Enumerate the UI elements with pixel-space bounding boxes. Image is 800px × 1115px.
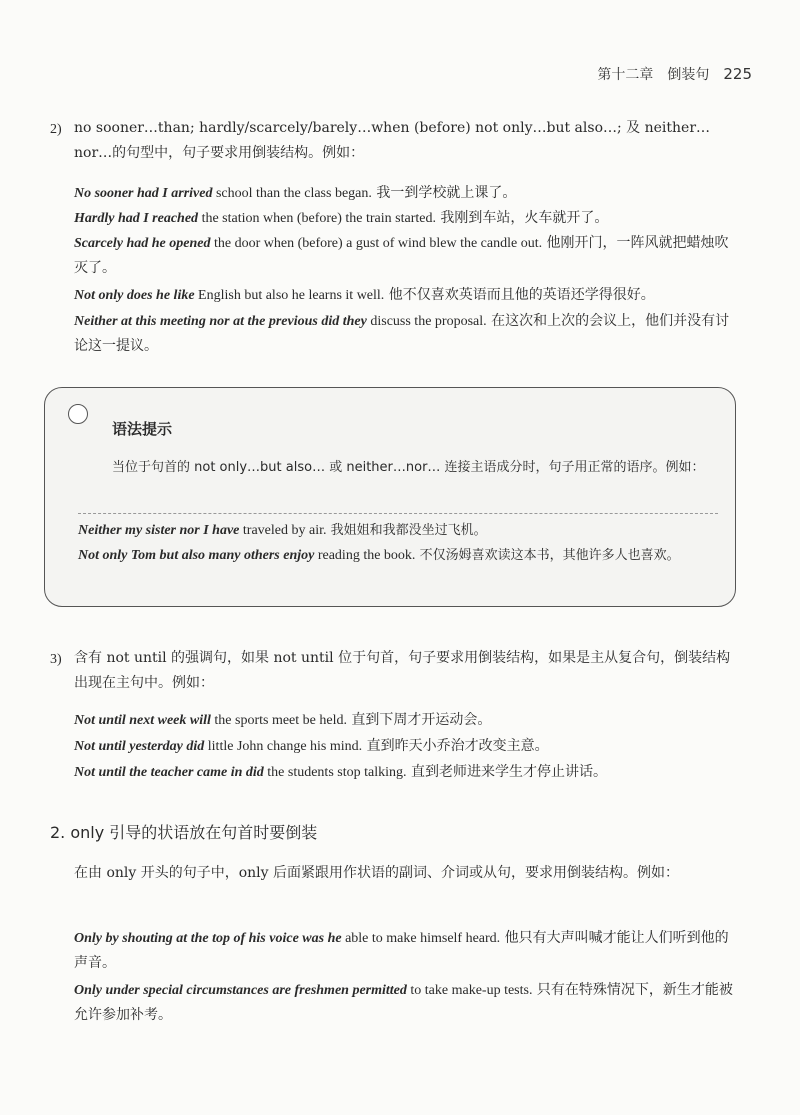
example-text: to take make-up tests.: [406, 983, 533, 998]
example-text: the station when (before) the train started.: [198, 211, 436, 226]
example-translation: 直到下周才开运动会。: [346, 712, 492, 728]
example-text: the door when (before) a gust of wind blew the candle out.: [210, 236, 543, 251]
tip-divider: [78, 513, 718, 514]
example-bold: Not until the teacher came in did: [74, 765, 264, 780]
example-text: traveled by air.: [239, 523, 327, 538]
example-translation: 我姐姐和我都没坐过飞机。: [326, 523, 487, 538]
example-bold: Only by shouting at the top of his voice was he: [74, 931, 342, 946]
example-bold: Not until next week will: [74, 713, 211, 728]
section-intro: 在由 only 开头的句子中，only 后面紧跟用作状语的副词、介词或从句，要求用倒装结构。例如：: [74, 865, 680, 881]
example-line: [74, 926, 740, 976]
example-bold: Neither my sister nor I have: [78, 523, 240, 538]
example-translation: 他不仅喜欢英语而且他的英语还学得很好。: [384, 287, 655, 303]
page-header: [597, 64, 752, 84]
example-text: the sports meet be held.: [210, 713, 347, 728]
example-translation: 只有在特殊情况下，新生才能被允许参加补考。: [74, 982, 733, 1023]
example-bold: Not only does he like: [74, 288, 195, 303]
tip-example-line: [78, 519, 718, 543]
example-translation: 直到昨天小乔治才改变主意。: [362, 738, 549, 754]
example-line: [74, 708, 740, 733]
tip-circle-icon: [68, 404, 88, 424]
grammar-tip-body: 当位于句首的 not only…but also… 或 neither…nor… 连接主语成分时，句子用正常的语序。例如：: [112, 460, 705, 475]
tip-example-line: [78, 544, 718, 568]
example-line: [74, 978, 740, 1028]
example-bold: Hardly had I reached: [74, 211, 199, 226]
example-bold: Not only Tom but also many others enjoy: [78, 548, 315, 563]
example-translation: 他刚开门，一阵风就把蜡烛吹灭了。: [74, 235, 729, 276]
page-number: 225: [723, 65, 752, 83]
example-translation: 我一到学校就上课了。: [371, 185, 517, 201]
example-line: [74, 231, 740, 281]
example-line: [74, 283, 740, 308]
example-bold: No sooner had I arrived: [74, 186, 213, 201]
item-3-number: 3): [50, 652, 62, 667]
example-bold: Not until yesterday did: [74, 739, 205, 754]
example-line: [74, 206, 740, 231]
example-line: [74, 309, 740, 359]
example-bold: Neither at this meeting nor at the previous did they: [74, 314, 367, 329]
example-line: [74, 734, 740, 759]
item-2-number: 2): [50, 122, 62, 137]
example-text: English but also he learns it well.: [194, 288, 385, 303]
example-bold: Scarcely had he opened: [74, 236, 211, 251]
item-2-text: no sooner…than; hardly/scarcely/barely…when (before) not only…but also…; 及 neither…nor…的句型中，句子要求用倒装结构。例如：: [74, 120, 711, 161]
example-translation: 我刚到车站，火车就开了。: [435, 210, 609, 226]
item-3-text: 含有 not until 的强调句，如果 not until 位于句首，句子要求用倒装结构，如果是主从复合句，倒装结构出现在主句中。例如：: [74, 650, 731, 691]
example-line: [74, 181, 740, 206]
example-text: able to make himself heard.: [341, 931, 501, 946]
chapter-title: 第十二章 倒装句: [597, 67, 710, 83]
example-text: reading the book.: [314, 548, 416, 563]
example-text: the students stop talking.: [263, 765, 407, 780]
example-line: [74, 760, 740, 785]
example-text: little John change his mind.: [204, 739, 363, 754]
example-text: discuss the proposal.: [366, 314, 487, 329]
section-heading: 2. only 引导的状语放在句首时要倒装: [50, 823, 318, 842]
example-translation: 直到老师进来学生才停止讲话。: [406, 764, 607, 780]
grammar-tip-title: 语法提示: [112, 420, 173, 438]
example-translation: 他只有大声叫喊才能让人们听到他的声音。: [74, 930, 729, 971]
example-bold: Only under special circumstances are freshmen permitted: [74, 983, 407, 998]
example-translation: 不仅汤姆喜欢读这本书，其他许多人也喜欢。: [415, 548, 680, 563]
example-translation: 在这次和上次的会议上，他们并没有讨论这一提议。: [74, 313, 730, 354]
example-text: school than the class began.: [212, 186, 372, 201]
